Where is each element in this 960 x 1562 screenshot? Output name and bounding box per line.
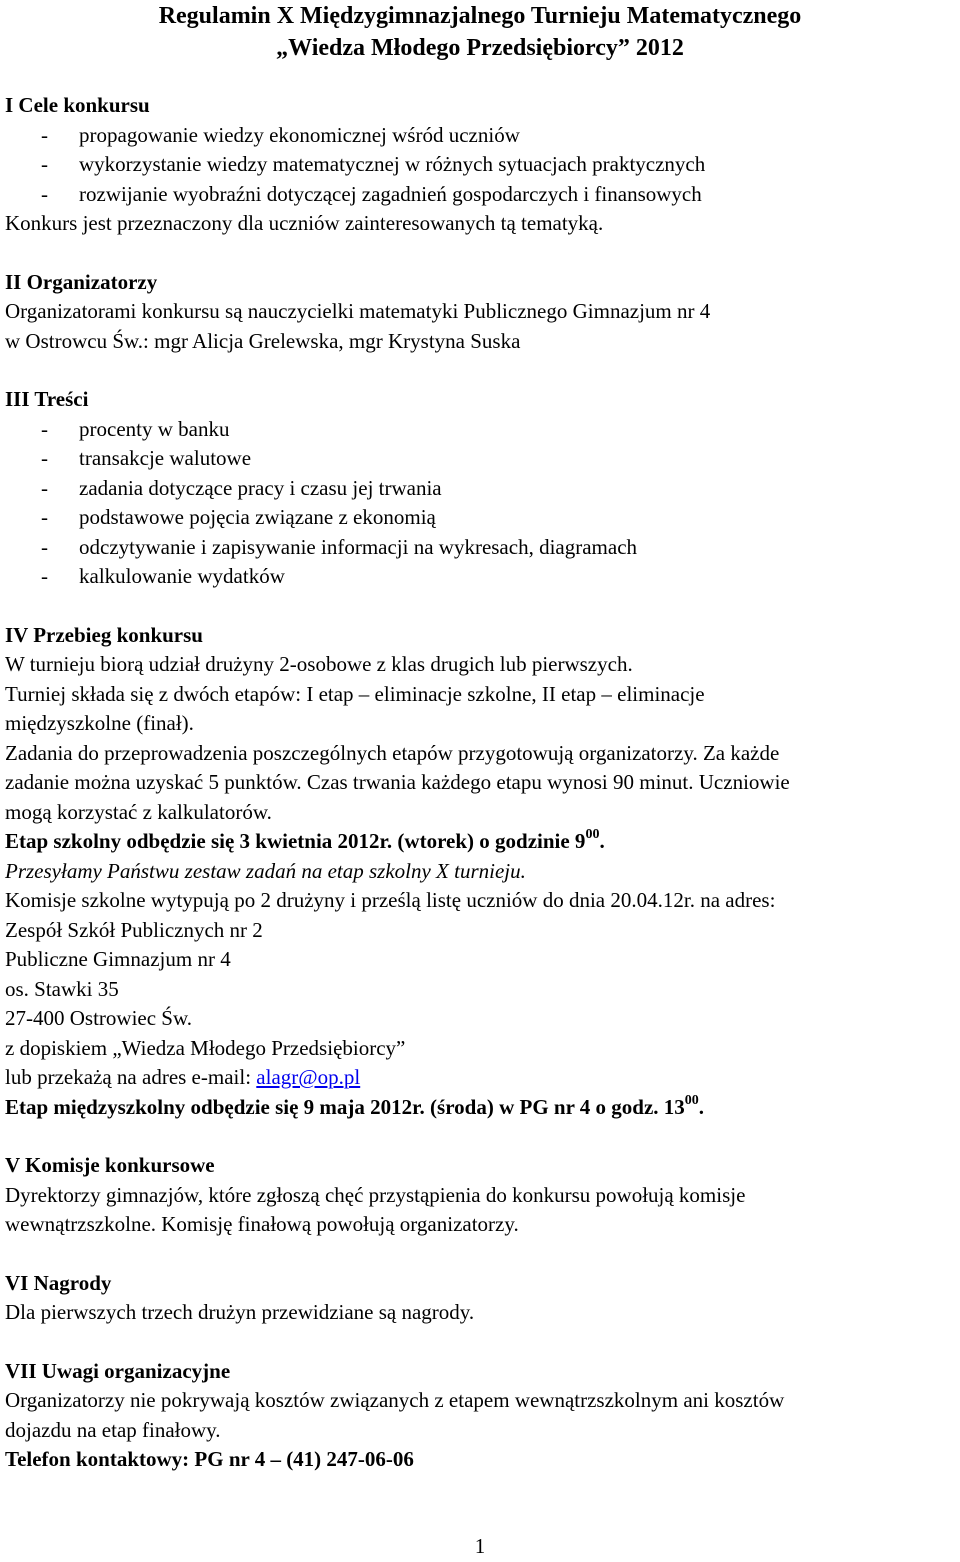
list-item: - procenty w banku [41,416,230,441]
list-item: - kalkulowanie wydatków [41,564,285,588]
section-4-heading: IV Przebieg konkursu [5,622,203,647]
address-line: Zespół Szkół Publicznych nr 2 [5,917,263,942]
section-2-line-1: Organizatorami konkursu są nauczycielki matematyki Publicznego Gimnazjum nr 4 [5,299,711,323]
list-item: - propagowanie wiedzy ekonomicznej wśród uczniów [41,122,520,147]
section-5-line-1: Dyrektorzy gimnazjów, które zgłoszą chęć przystąpienia do konkursu powołują komisje [5,1182,746,1207]
title-line-1: Regulamin X Międzygimnazjalnego Turnieju Matematycznego [158,3,802,29]
section-1-list [5,121,955,210]
section-1-note: Konkurs jest przeznaczony dla uczniów zainteresowanych tą tematyką. [5,211,604,235]
section-1-heading: I Cele konkursu [5,93,150,117]
section-7-heading: VII Uwagi organizacyjne [5,1358,231,1383]
section-4-p3c: mogą korzystać z kalkulatorów. [5,799,272,824]
list-item: - wykorzystanie wiedzy matematycznej w różnych sytuacjach praktycznych [41,152,706,176]
list-item: - zadania dotyczące pracy i czasu jej trwania [41,475,442,500]
section-5-heading: V Komisje konkursowe [5,1153,215,1177]
address-line: z dopiskiem „Wiedza Młodego Przedsiębiorcy” [5,1035,406,1060]
section-3-heading: III Treści [5,387,89,411]
title-line-2: „Wiedza Młodego Przedsiębiorcy” 2012 [276,35,684,61]
list-item: - transakcje walutowe [41,446,252,470]
contact-phone: Telefon kontaktowy: PG nr 4 – (41) 247-06-06 [5,1447,414,1471]
document-title [0,0,960,64]
address-line: os. Stawki 35 [5,976,119,1001]
section-2-heading: II Organizatorzy [5,269,158,294]
stage-2-date: Etap międzyszkolny odbędzie się 9 maja 2012r. (środa) w PG nr 4 o godz. $13^{00}$. [5,1092,705,1119]
address-line: Publiczne Gimnazjum nr 4 [5,947,231,971]
section-4-p2a: Turniej składa się z dwóch etapów: I etap – eliminacje szkolne, II etap – eliminacje [5,681,705,706]
stage-1-date: Etap szkolny odbędzie się 3 kwietnia 2012r. (wtorek) o godzinie $9^{00}$. [5,827,605,853]
email-link[interactable]: alagr@op.pl [256,1065,361,1089]
section-3-list [5,415,955,592]
section-6-line-1: Dla pierwszych trzech drużyn przewidziane są nagrody. [5,1300,475,1324]
section-4-p1: W turnieju biorą udział drużyny 2-osobowe z klas drugich lub pierwszych. [5,652,633,676]
section-4-p2b: międzyszkolne (finał). [5,711,194,735]
section-4-p3a: Zadania do przeprowadzenia poszczególnych etapów przygotowują organizatorzy. Za każde [5,740,780,765]
section-2-line-2: w Ostrowcu Św.: mgr Alicja Grelewska, mgr Krystyna Suska [5,328,521,353]
section-5-line-2: wewnątrzszkolne. Komisję finałową powołują organizatorzy. [5,1212,519,1236]
stage-1-note: Przesyłamy Państwu zestaw zadań na etap szkolny X turnieju. [5,858,526,883]
section-6-heading: VI Nagrody [5,1270,112,1295]
commission-line: Komisje szkolne wytypują po 2 drużyny i prześlą listę uczniów do dnia 20.04.12r. na adres: [5,888,776,912]
list-item: - odczytywanie i zapisywanie informacji na wykresach, diagramach [41,534,638,559]
address-line: 27-400 Ostrowiec Św. [5,1006,193,1030]
section-7-line-1: Organizatorzy nie pokrywają kosztów związanych z etapem wewnątrzszkolnym ani kosztów [5,1388,785,1412]
email-line: lub przekażą na adres e-mail: alagr@op.pl [5,1065,361,1089]
section-4-p3b: zadanie można uzyskać 5 punktów. Czas trwania każdego etapu wynosi 90 minut. Uczniowie [5,770,790,794]
document-body [5,91,955,1475]
list-item: - podstawowe pojęcia związane z ekonomią [41,505,436,529]
list-item: - rozwijanie wyobraźni dotyczącej zagadnień gospodarczych i finansowych [41,181,702,206]
page-number: 1 [474,1534,486,1558]
section-7-line-2: dojazdu na etap finałowy. [5,1417,221,1442]
